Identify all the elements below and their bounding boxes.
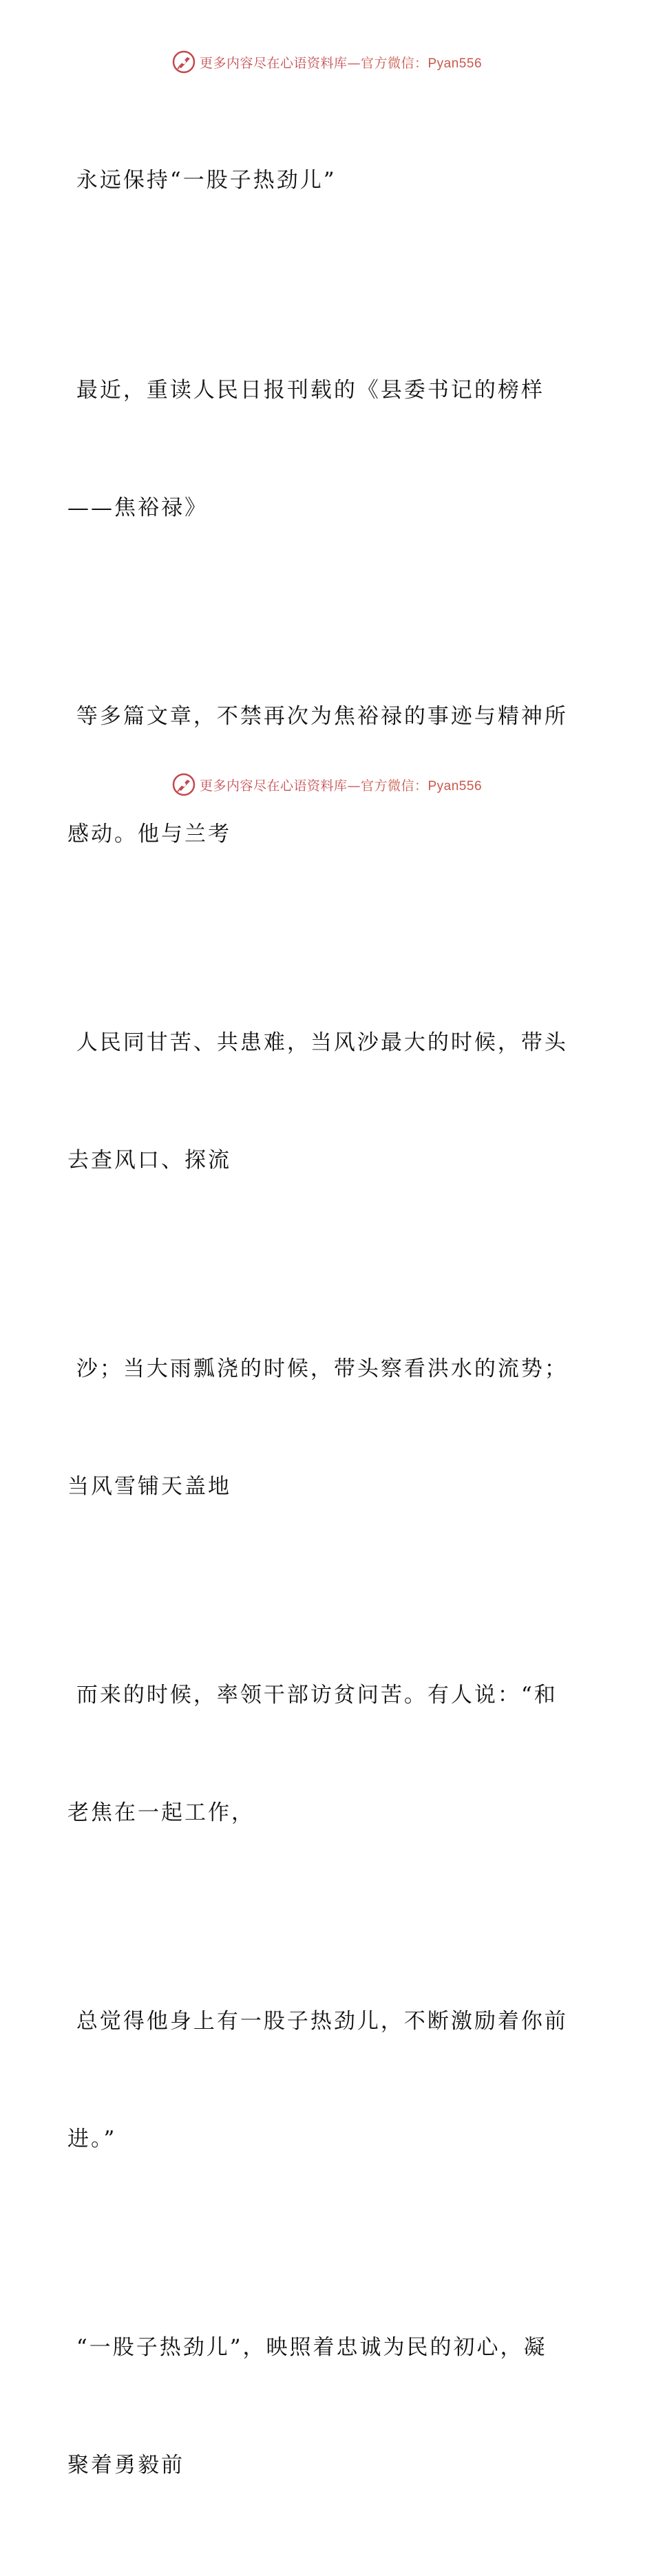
paragraph-line: 感动。他与兰考: [67, 822, 231, 847]
paragraph-line: 最近，重读人民日报刊载的《县委书记的榜样: [67, 378, 545, 403]
paragraph-line: 等多篇文章，不禁再次为焦裕禄的事迹与精神所: [67, 704, 568, 729]
banner-site-name: 更多内容尽在心语资料库: [199, 778, 348, 794]
pen-logo-icon: [172, 50, 196, 74]
paragraph: [67, 2250, 577, 2564]
banner-site-name: 更多内容尽在心语资料库: [199, 55, 348, 71]
paragraph-line: 老焦在一起工作，: [67, 1800, 255, 1825]
banner-dash: —: [347, 778, 361, 794]
paragraph-line: 而来的时候，率领干部访贫问苦。有人说：“和: [67, 1683, 558, 1707]
banner-wechat: 官方微信：Pyan556: [361, 56, 483, 71]
banner-dash: —: [347, 55, 361, 71]
banner-text: [200, 53, 482, 72]
footer-banner: [0, 771, 654, 798]
paragraph-line: 进。”: [67, 2127, 117, 2151]
paragraph-line: 聚着勇毅前: [67, 2453, 184, 2478]
paragraph-line: 当风雪铺天盖地: [67, 1474, 231, 1499]
pen-logo-icon: [172, 773, 196, 796]
paragraph-line: “一股子热劲儿”，映照着忠诚为民的初心，凝: [67, 2335, 547, 2360]
paragraph-line: 沙；当大雨瓢浇的时候，带头察看洪水的流势；: [67, 1356, 568, 1381]
banner-text: [200, 776, 482, 794]
paragraph: [67, 945, 577, 1259]
title-text: 永远保持“一股子热劲儿”: [67, 168, 337, 193]
document-body: [67, 83, 577, 2576]
paragraph-line: 人民同甘苦、共患难，当风沙最大的时候，带头: [67, 1030, 568, 1055]
paragraph: [67, 292, 577, 606]
banner-wechat: 官方微信：Pyan556: [361, 778, 483, 794]
paragraph-line: 总觉得他身上有一股子热劲儿，不断激励着你前: [67, 2009, 568, 2034]
paragraph-line: ——焦裕禄》: [67, 496, 208, 520]
article-title: [67, 83, 577, 279]
paragraph-line: 去查风口、探流: [67, 1148, 231, 1173]
paragraph: [67, 1271, 577, 1585]
paragraph: [67, 1597, 577, 1911]
header-banner: [0, 48, 654, 76]
paragraph: [67, 1924, 577, 2237]
